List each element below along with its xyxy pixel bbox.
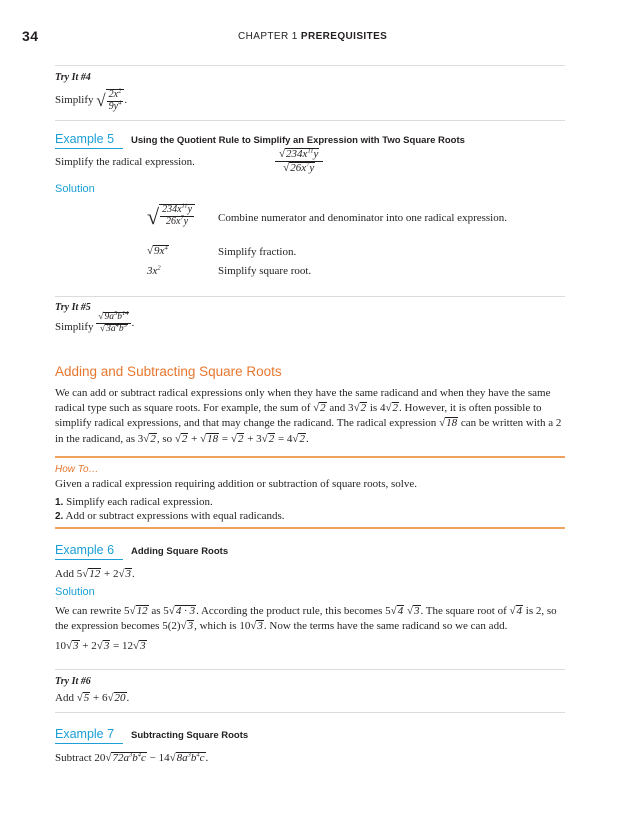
example-7-title: Subtracting Square Roots [131,730,249,741]
try-it-4-prompt: Simplify [55,94,94,107]
try-it-6-label: Try It #6 [55,676,91,687]
example-7-prompt: Subtract $20√72a^3b^4c - 14√8a^3b^4c$. [55,751,209,764]
try-it-4-label: Try It #4 [55,72,91,83]
howto-top-bar [55,456,565,458]
example-7-label: Example 7 [55,727,115,741]
solution-step-3-math: $3x^2$ [147,264,161,277]
howto-intro: Given a radical expression requiring addition or subtraction of square roots, solve. [55,478,417,490]
try-it-5-problem: Simplify $\frac{√9a^5b^{14}}{√3a^4b^5}$ . [55,309,135,334]
try5-prompt: Simplify [55,321,94,333]
howto-step-2: 2. Add or subtract expressions with equal radicands. [55,510,285,522]
example-5-prompt: Simplify the radical expression. [55,156,195,168]
section-heading: Adding and Subtracting Square Roots [55,364,282,379]
divider [55,65,565,66]
try-it-4-problem: Simplify √ $\frac{2x^2}{9y^4}$ . [55,87,128,112]
example-5-expression: $√234x^{11}y$ $√26x^7y$ [275,148,323,174]
try4-numerator: 2x [108,89,119,100]
example-6-solution-text: We can rewrite 5√12 as 5√4 · 3. According the product rule, this becomes 5√4 √3. The square root of √4 is 2, so the expression becomes 5(2)√3, which is 10√3. Now the terms have the same radicand so we can add. [55,605,557,633]
divider [55,296,565,297]
divider [55,669,565,670]
try4-denominator: 9y [108,100,119,112]
solution-step-1-note: Combine numerator and denominator into one radical expression. [218,212,507,224]
example-6-prompt: Add 5√12 + 2√3. [55,568,135,580]
example-6-solution-label: Solution [55,586,95,598]
divider [55,120,565,121]
howto-step-1: 1. Simplify each radical expression. [55,496,213,508]
try4-period: . [124,94,128,107]
solution-step-1-math: √ $\frac{234x^{11}y}{26x^7y}$ [147,204,195,230]
example-5-title: Using the Quotient Rule to Simplify an Expression with Two Square Roots [131,135,465,146]
solution-step-2-math: $√9x^4$ [147,244,168,257]
section-paragraph: We can add or subtract radical expressions only when they have the same radicand and when they have the same radical type such as square roots. For example, the sum of √2 and 3√2 is 4√2. However, it is often possible to simplify radical expressions, and that may change the radicand. The radical expression √18 can be written with a 2 in the radicand, as 3√2, so √2 + √18 = √2 + 3√2 = 4√2. [55,387,562,445]
example-6-title: Adding Square Roots [131,546,229,557]
example-underline [55,559,123,560]
try-it-6-problem: Add √5 + 6√20. [55,692,130,704]
chapter-header [238,31,387,42]
page-number: 34 [22,28,39,44]
example-underline [55,743,123,744]
example-6-label: Example 6 [55,543,115,557]
howto-bottom-bar [55,527,565,529]
example-5-solution-label: Solution [55,183,95,195]
try-it-5-label: Try It #5 [55,302,91,313]
howto-label: How To… [55,464,99,475]
chapter-title: PREREQUISITES [300,31,388,42]
solution-step-2-note: Simplify fraction. [218,246,297,258]
example-6-result: 10√3 + 2√3 = 12√3 [55,640,146,652]
example-underline [55,148,123,149]
chapter-label: CHAPTER 1 [238,31,298,42]
try4-den-exp: 4 [118,99,122,107]
solution-step-3-note: Simplify square root. [218,265,312,277]
try4-num-exp: 2 [118,87,122,95]
divider [55,712,565,713]
example-5-label: Example 5 [55,132,115,146]
